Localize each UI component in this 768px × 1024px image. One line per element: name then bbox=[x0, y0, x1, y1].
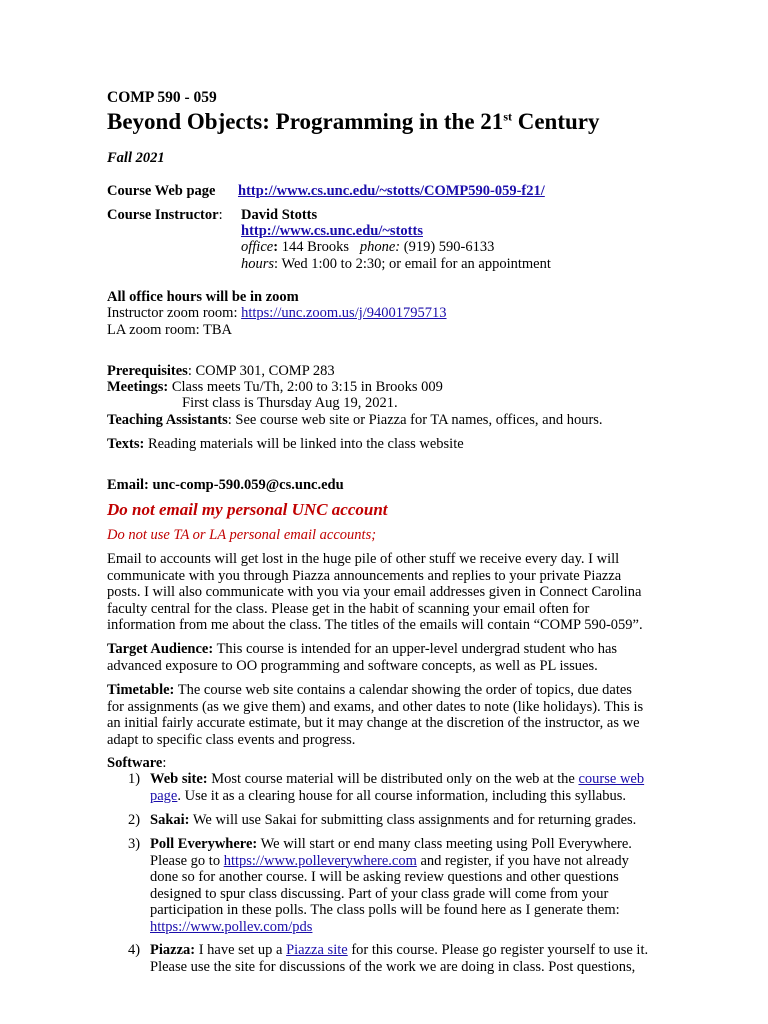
polleverywhere-link[interactable]: https://www.polleverywhere.com bbox=[223, 852, 417, 869]
timetable-body: The course web site contains a calendar showing the order of topics, due dates for assignments (as we give them) and exams, and other dates to note (like holidays). This is an initial fairly accurate estimate, but it may change at the discretion of the instructor, as we adapt to specific class events and progress. bbox=[107, 682, 644, 748]
prereq-label: Prerequisites bbox=[107, 363, 188, 379]
instructor-colon: : bbox=[218, 207, 223, 223]
timetable-label: Timetable: bbox=[107, 682, 175, 698]
instructor-zoom-line bbox=[107, 305, 447, 321]
list-number: 3) bbox=[128, 836, 141, 852]
course-term: Fall 2021 bbox=[107, 150, 165, 166]
list-number: 1) bbox=[128, 771, 141, 787]
list-number: 4) bbox=[128, 942, 141, 958]
audience-body: This course is intended for an upper-level undergrad student who has advanced exposure to OO programming and software concepts, as well as PL issues. bbox=[107, 641, 618, 674]
pollev-link[interactable]: https://www.pollev.com/pds bbox=[150, 918, 313, 935]
course-web-link[interactable]: http://www.cs.unc.edu/~stotts/COMP590-059-f21/ bbox=[238, 183, 545, 199]
prereq-line bbox=[107, 363, 335, 379]
instructor-name: David Stotts bbox=[241, 207, 318, 223]
prereq-value: : COMP 301, COMP 283 bbox=[187, 363, 335, 379]
phone-value: (919) 590-6133 bbox=[400, 239, 495, 255]
audience-paragraph bbox=[107, 641, 652, 674]
hours-value: : Wed 1:00 to 2:30; or email for an appointment bbox=[274, 256, 551, 272]
hours-label: hours bbox=[241, 256, 275, 272]
course-title bbox=[107, 109, 600, 135]
poll-text: We will start or end many class meeting using Poll Everywhere. Please go to bbox=[150, 836, 632, 869]
software-heading bbox=[107, 755, 166, 771]
list-item-body bbox=[150, 836, 655, 935]
texts-value: Reading materials will be linked into the class website bbox=[144, 436, 464, 452]
audience-label: Target Audience: bbox=[107, 641, 214, 657]
office-label: office bbox=[241, 239, 274, 255]
office-value: 144 Brooks bbox=[278, 239, 349, 255]
email-warning: Do not email my personal UNC account bbox=[107, 500, 388, 519]
web-site-label: Web site: bbox=[150, 771, 208, 787]
piazza-text-end: for this course. Please go register yourself to use it. Please use the site for discussions of the work we are doing in class. Post questions, bbox=[150, 942, 649, 975]
email-line bbox=[107, 477, 344, 493]
instructor-label-line bbox=[107, 207, 223, 223]
texts-line bbox=[107, 436, 464, 452]
list-item-body bbox=[150, 812, 655, 829]
piazza-site-link[interactable]: Piazza site bbox=[286, 942, 348, 958]
la-zoom-line: LA zoom room: TBA bbox=[107, 322, 232, 338]
email-body: Email to accounts will get lost in the huge pile of other stuff we receive every day. I will communicate with you through Piazza announcements and replies to your private Piazza posts. I will also communicate with you via your email addresses given in Connect Carolina faculty central for the class. Please get in the habit of scanning your email often for information from me about the class. The titles of the emails will contain “COMP 590-059”. bbox=[107, 551, 643, 633]
meetings-value: Class meets Tu/Th, 2:00 to 3:15 in Brooks 009 bbox=[168, 379, 443, 395]
ta-value: : See course web site or Piazza for TA names, offices, and hours. bbox=[227, 412, 603, 428]
software-item-poll-everywhere bbox=[128, 836, 655, 935]
instructor-hours-line bbox=[241, 256, 551, 272]
software-item-piazza bbox=[128, 942, 655, 975]
instructor-zoom-link[interactable]: https://unc.zoom.us/j/94001795713 bbox=[241, 305, 447, 321]
software-item-sakai bbox=[128, 812, 655, 829]
course-web-page-link[interactable]: course web page bbox=[150, 771, 645, 804]
meetings-first-class: First class is Thursday Aug 19, 2021. bbox=[182, 395, 398, 411]
meetings-label: Meetings: bbox=[107, 379, 169, 395]
office-hours-heading: All office hours will be in zoom bbox=[107, 289, 299, 305]
course-title-main: Beyond Objects: Programming in the 21 bbox=[107, 109, 504, 134]
instructor-office-line bbox=[241, 239, 494, 255]
poll-text-mid: and register, if you have not already done so for another course. I will be asking review questions and other questions designed to spur class discussing. Part of your class grade will come from your participation in these polls. The class polls will be found here as I generate them: bbox=[150, 852, 629, 918]
sakai-label: Sakai: bbox=[150, 812, 190, 828]
sakai-text: We will use Sakai for submitting class assignments and for returning grades. bbox=[189, 812, 637, 828]
meetings-line bbox=[107, 379, 443, 395]
list-item-body bbox=[150, 942, 655, 975]
list-item-body bbox=[150, 771, 655, 804]
course-title-end: Century bbox=[511, 109, 600, 134]
ta-label: Teaching Assistants bbox=[107, 412, 228, 428]
piazza-label: Piazza: bbox=[150, 942, 196, 958]
instructor-web-link[interactable]: http://www.cs.unc.edu/~stotts bbox=[241, 223, 423, 239]
email-value: unc-comp-590.059@cs.unc.edu bbox=[148, 477, 344, 493]
web-site-text: Most course material will be distributed only on the web at the bbox=[207, 771, 579, 787]
instructor-label: Course Instructor bbox=[107, 207, 219, 223]
list-number: 2) bbox=[128, 812, 141, 828]
office-colon: : bbox=[273, 239, 279, 255]
instructor-zoom-label: Instructor zoom room: bbox=[107, 305, 242, 321]
course-title-sup: st bbox=[503, 109, 512, 124]
web-site-text-end: . Use it as a clearing house for all course information, including this syllabus. bbox=[177, 787, 626, 804]
software-label: Software bbox=[107, 755, 163, 771]
piazza-text: I have set up a bbox=[195, 942, 287, 958]
software-item-web-site bbox=[128, 771, 655, 804]
phone-label: phone: bbox=[359, 239, 401, 255]
email-warning-secondary: Do not use TA or LA personal email accounts; bbox=[107, 527, 377, 543]
poll-label: Poll Everywhere: bbox=[150, 836, 258, 852]
web-page-label: Course Web page bbox=[107, 183, 216, 199]
ta-line bbox=[107, 412, 603, 428]
timetable-paragraph bbox=[107, 682, 652, 748]
course-code: COMP 590 - 059 bbox=[107, 89, 217, 106]
software-colon: : bbox=[162, 755, 167, 771]
texts-label: Texts: bbox=[107, 436, 145, 452]
email-label: Email: bbox=[107, 477, 149, 493]
